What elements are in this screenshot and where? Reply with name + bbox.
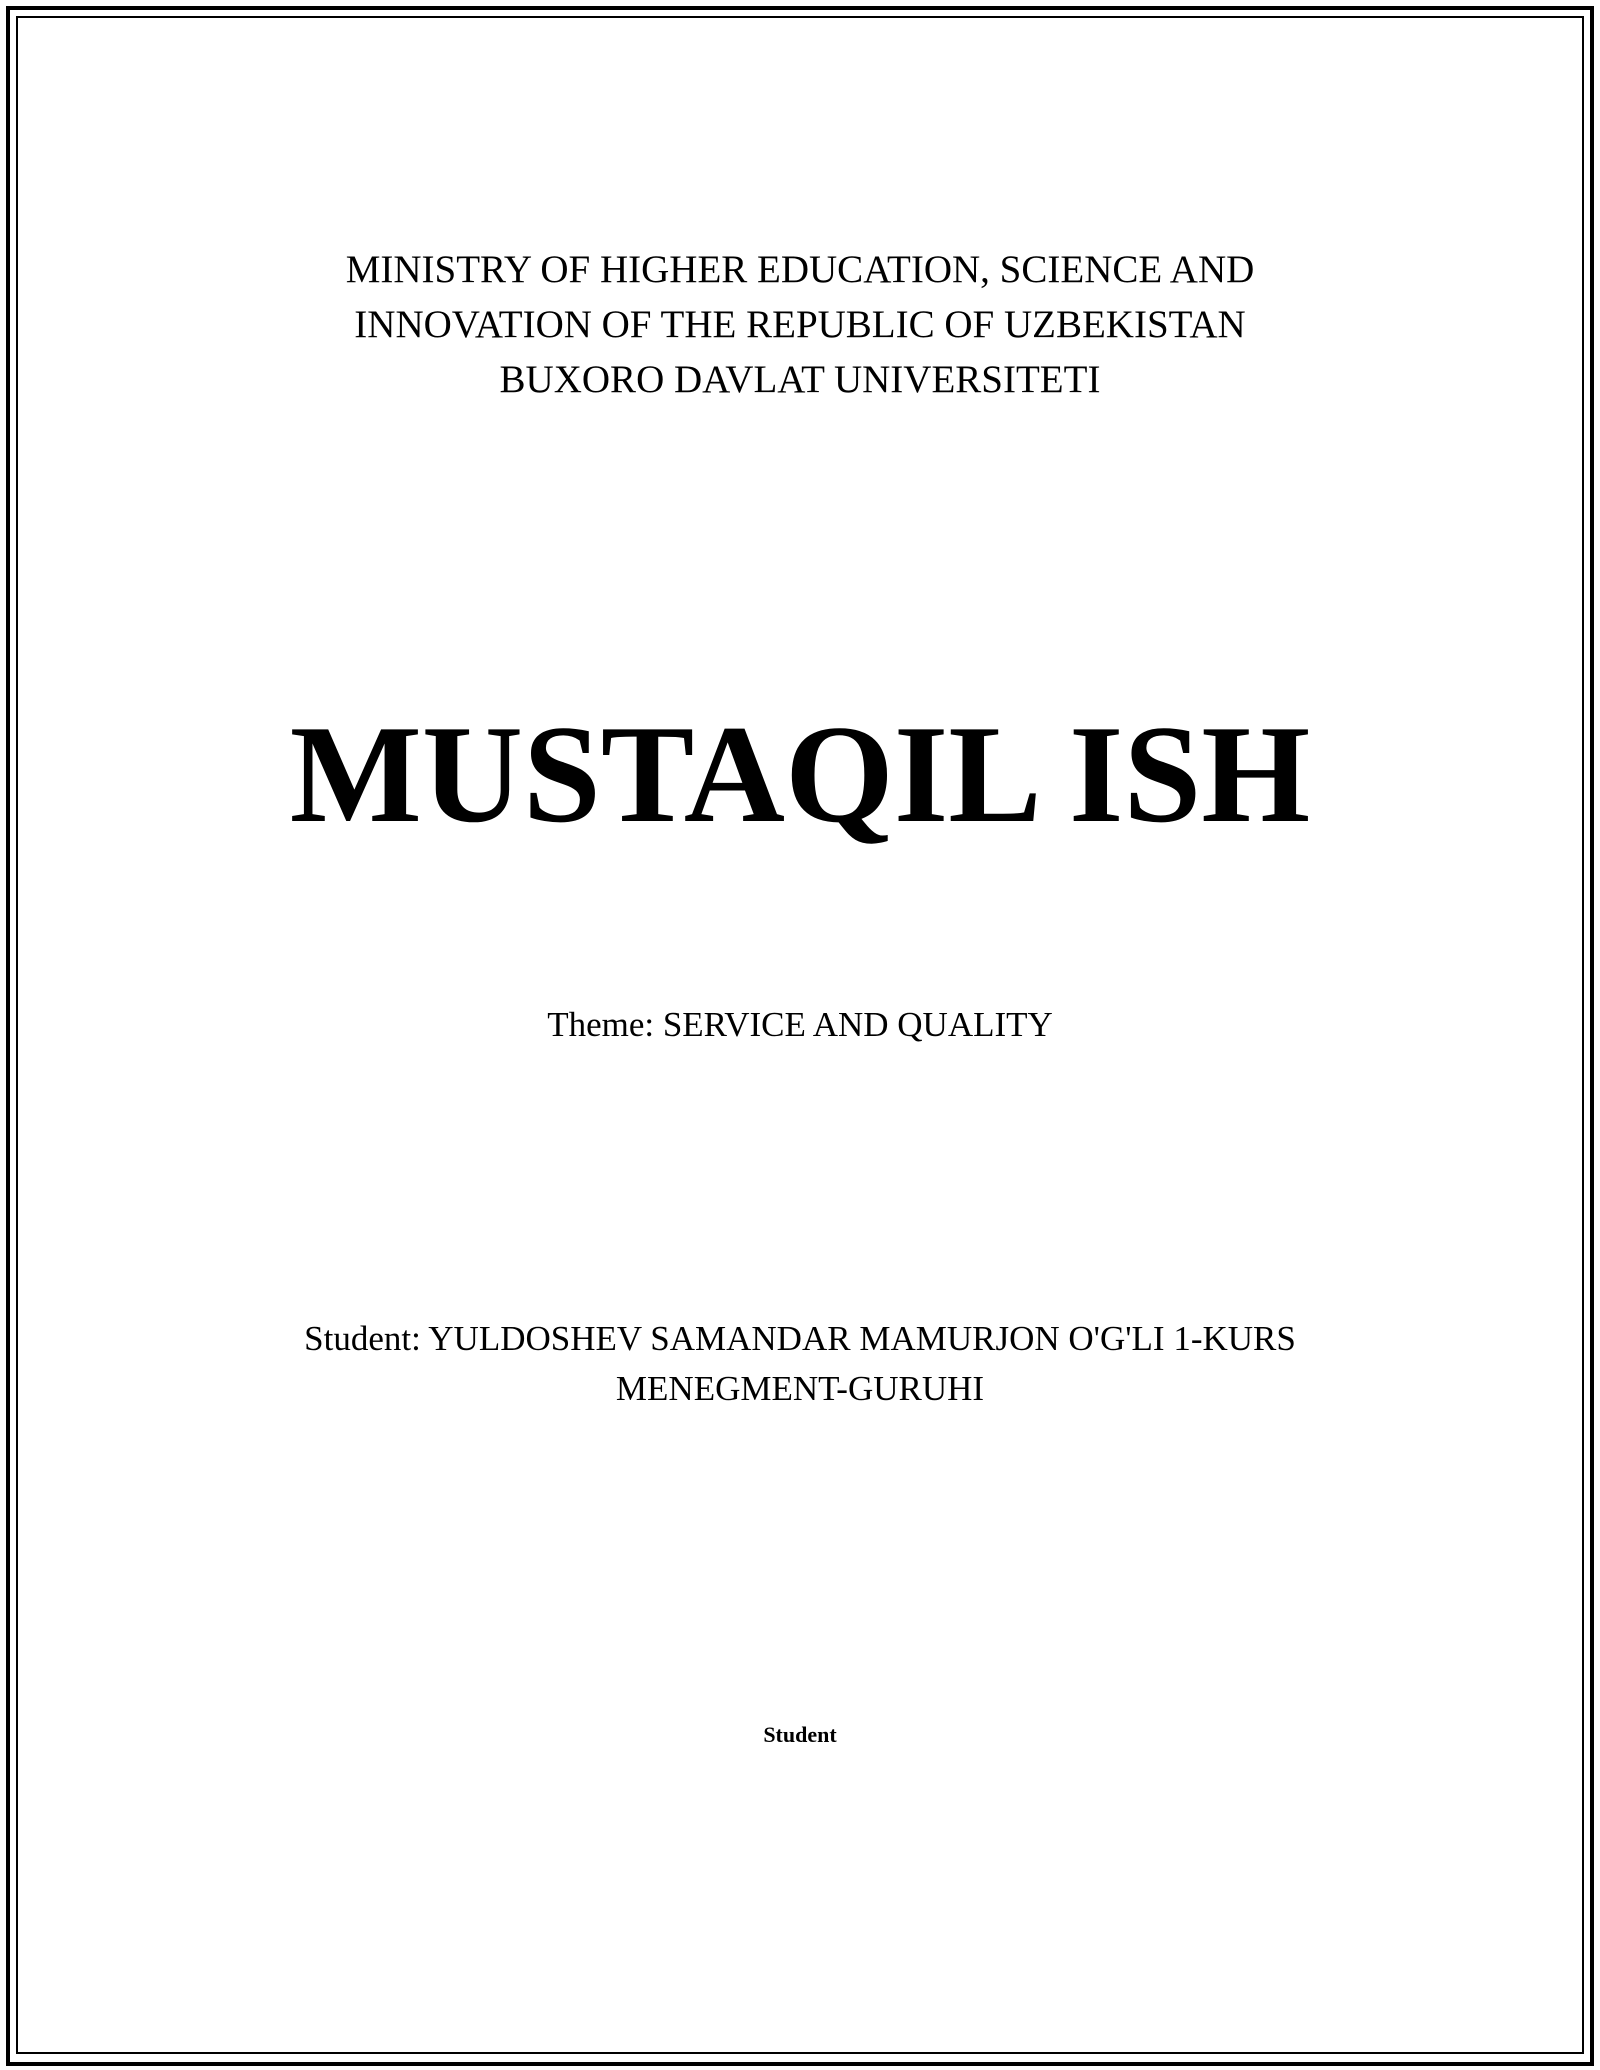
- student-info: [0, 1314, 1600, 1414]
- student-footer-label: Student: [763, 1722, 837, 1747]
- header-line-university: BUXORO DAVLAT UNIVERSITETI: [499, 358, 1101, 401]
- institution-header: [0, 242, 1600, 407]
- student-name-line: Student: YULDOSHEV SAMANDAR MAMURJON O'G'LI 1-KURS: [304, 1319, 1296, 1358]
- header-line-republic: INNOVATION OF THE REPUBLIC OF UZBEKISTAN: [354, 303, 1246, 346]
- student-group-line: MENEGMENT-GURUHI: [615, 1369, 985, 1408]
- header-line-ministry: MINISTRY OF HIGHER EDUCATION, SCIENCE AND: [345, 248, 1255, 291]
- document-title: MUSTAQIL ISH: [289, 697, 1311, 852]
- theme-line: Theme: SERVICE AND QUALITY: [547, 1005, 1053, 1044]
